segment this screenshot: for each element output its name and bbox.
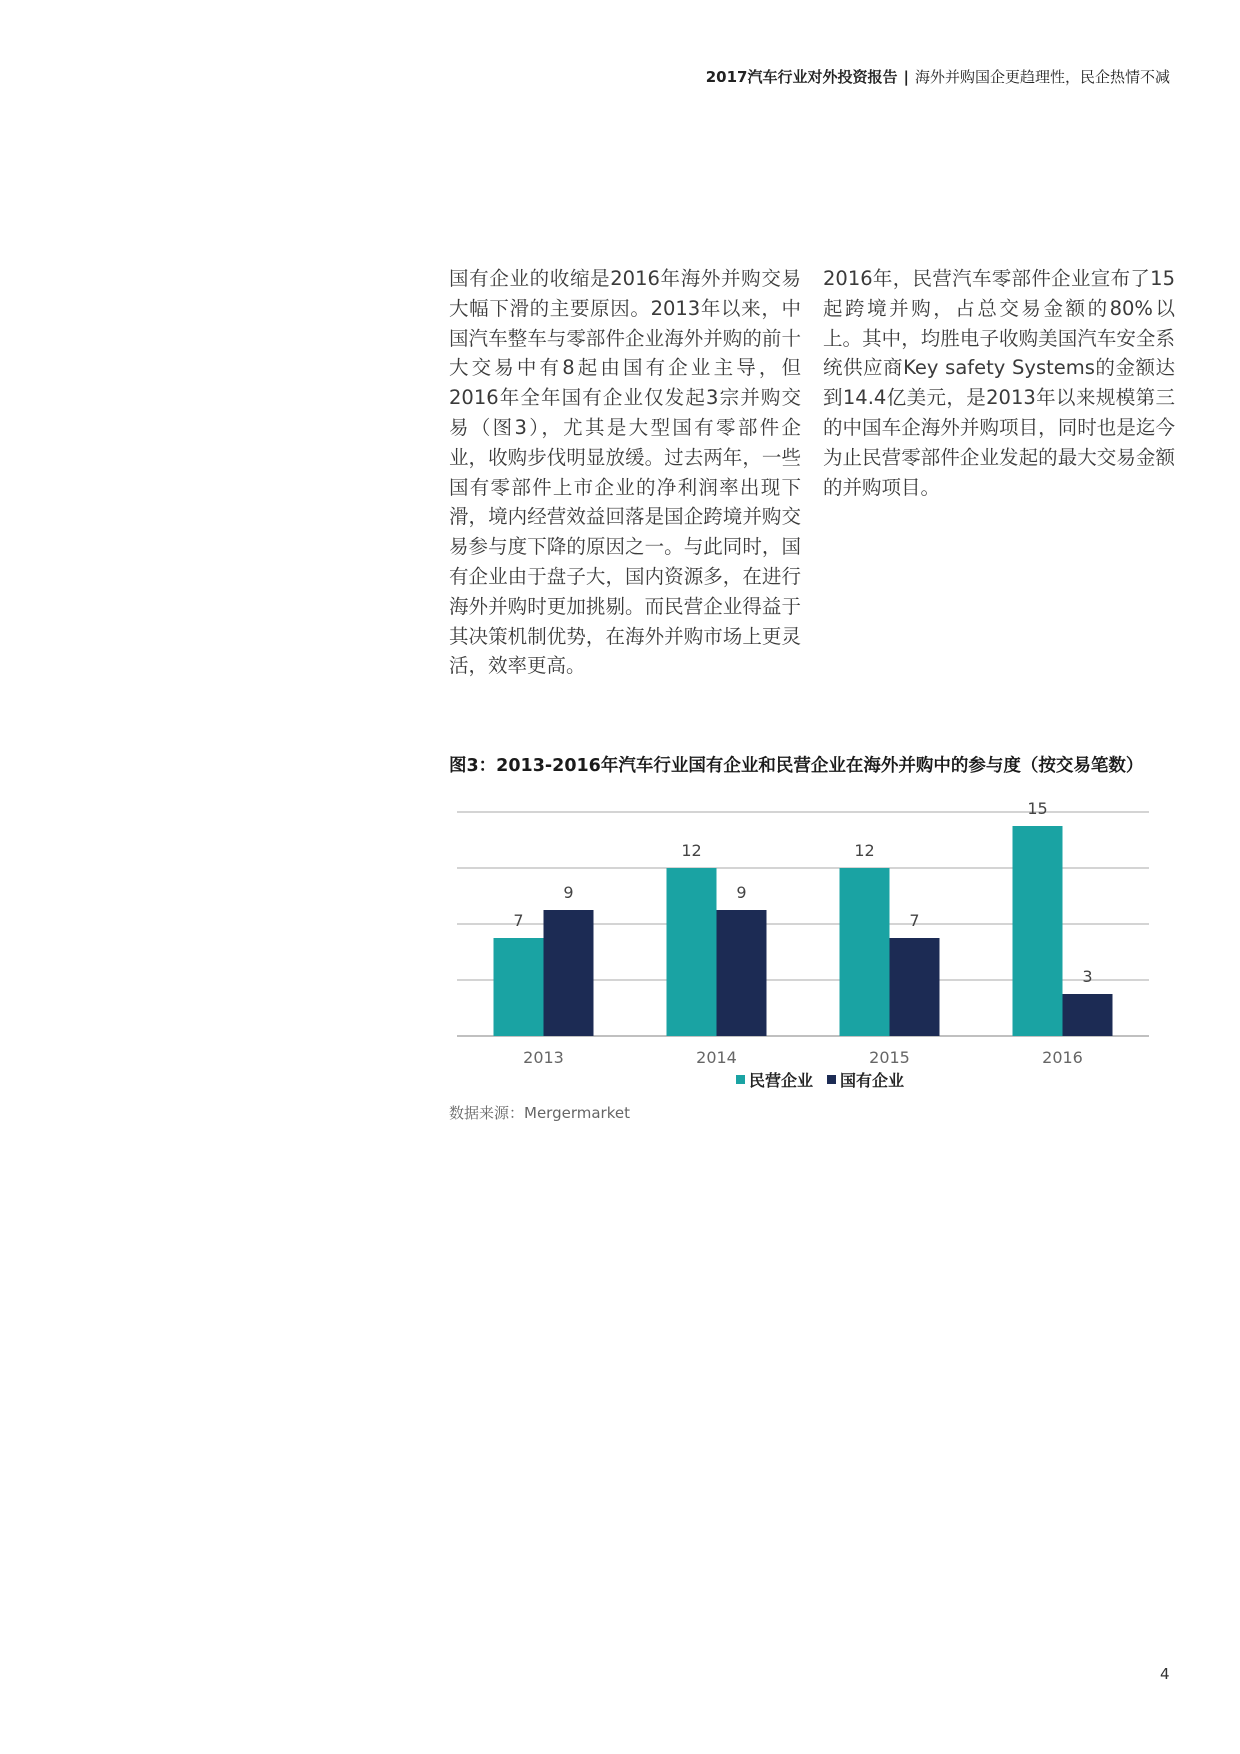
bar (544, 910, 594, 1036)
legend-label: 国有企业 (840, 1071, 905, 1090)
legend-swatch (736, 1075, 745, 1084)
data-label: 12 (854, 841, 875, 860)
bar-chart (449, 780, 1149, 1080)
legend-label: 民营企业 (749, 1071, 814, 1090)
page-number: 4 (1160, 1665, 1170, 1683)
figure-title: 图3：2013-2016年汽车行业国有企业和民营企业在海外并购中的参与度（按交易笔数） (449, 756, 1144, 776)
bar (1063, 994, 1113, 1036)
legend-item (736, 1068, 813, 1091)
bar (494, 938, 544, 1036)
bar (840, 868, 890, 1036)
data-label: 3 (1082, 967, 1093, 986)
left-paragraph: 国有企业的收缩是2016年海外并购交易大幅下滑的主要原因。2013年以来，中国汽车整车与零部件企业海外并购的前十大交易中有8起由国有企业主导，但2016年全年国有企业仅发起3宗并购交易（图3），尤其是大型国有零部件企业，收购步伐明显放缓。过去两年，一些国有零部件上市企业的净利润率出现下滑，境内经营效益回落是国企跨境并购交易参与度下降的原因之一。与此同时，国有企业由于盘子大，国内资源多，在进行海外并购时更加挑剔。而民营企业得益于其决策机制优势，在海外并购市场上更灵活，效率更高。 (449, 267, 801, 678)
data-source: 数据来源：Mergermarket (449, 1104, 630, 1122)
bar (717, 910, 767, 1036)
report-subtitle: 海外并购国企更趋理性，民企热情不减 (914, 68, 1170, 86)
header-separator: | (903, 68, 909, 86)
x-tick-label: 2014 (696, 1048, 737, 1067)
bar (1013, 826, 1063, 1036)
report-title: 2017汽车行业对外投资报告 (705, 68, 898, 86)
x-tick-label: 2015 (869, 1048, 910, 1067)
bar (890, 938, 940, 1036)
legend-swatch (827, 1075, 836, 1084)
legend-item (827, 1068, 904, 1091)
x-tick-label: 2013 (523, 1048, 564, 1067)
data-label: 9 (563, 883, 574, 902)
data-label: 12 (681, 841, 702, 860)
body-column-right (823, 264, 1175, 502)
data-label: 7 (513, 911, 524, 930)
data-label: 15 (1027, 799, 1048, 818)
right-paragraph: 2016年，民营汽车零部件企业宣布了15起跨境并购，占总交易金额的80%以上。其中，均胜电子收购美国汽车安全系统供应商Key safety Systems的金额达到14.4亿美元，是2013年以来规模第三的中国车企海外并购项目，同时也是迄今为止民营零部件企业发起的最大交易金额的并购项目。 (823, 267, 1175, 499)
page-header (706, 66, 1170, 87)
x-tick-label: 2016 (1042, 1048, 1083, 1067)
data-label: 9 (736, 883, 747, 902)
data-label: 7 (909, 911, 920, 930)
bar (667, 868, 717, 1036)
chart-legend (736, 1068, 918, 1091)
body-column-left (449, 264, 801, 681)
